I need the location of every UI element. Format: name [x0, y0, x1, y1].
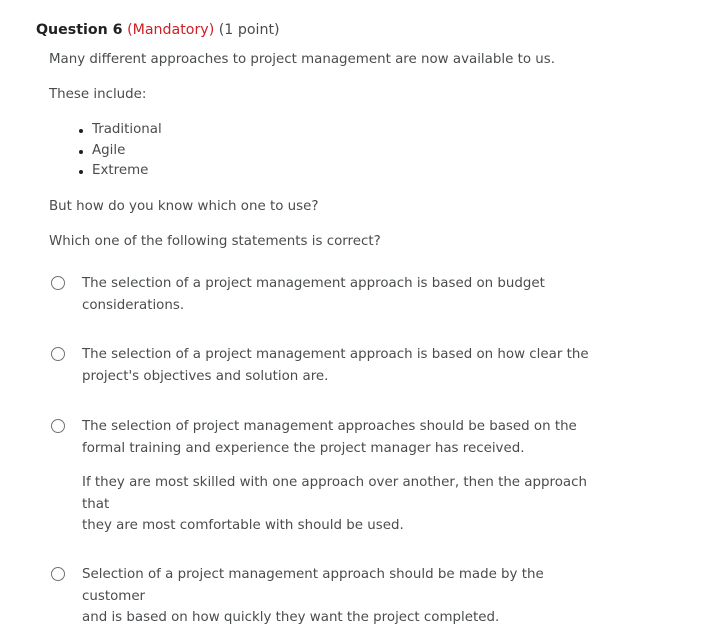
how-to-know-text: But how do you know which one to use?	[49, 199, 319, 214]
list-item: Extreme	[76, 161, 162, 182]
option-3-line-3: If they are most skilled with one approach over another, then the approach that	[82, 475, 587, 512]
radio-button-option-3[interactable]	[51, 419, 65, 433]
option-1-line-1: The selection of a project management approach is based on budget	[82, 276, 545, 291]
question-title: Question 6	[36, 22, 123, 38]
question-header	[36, 20, 280, 40]
option-3-text	[82, 416, 602, 537]
points-label: (1 point)	[218, 22, 280, 38]
option-1-text	[82, 273, 602, 316]
option-4-text	[82, 564, 602, 629]
radio-button-option-2[interactable]	[51, 347, 65, 361]
option-2-text	[82, 344, 602, 387]
question-prompt: Which one of the following statements is correct?	[49, 234, 381, 249]
list-item: Agile	[76, 141, 162, 162]
radio-button-option-4[interactable]	[51, 567, 65, 581]
these-include-text: These include:	[49, 87, 147, 102]
option-3-line-1: The selection of project management approaches should be based on the	[82, 419, 577, 434]
approaches-list	[76, 120, 162, 182]
option-2-line-2: project's objectives and solution are.	[82, 368, 329, 384]
option-4-line-2: and is based on how quickly they want the project completed.	[82, 610, 500, 625]
option-4-line-1: Selection of a project management approach should be made by the customer	[82, 567, 544, 604]
intro-text: Many different approaches to project management are now available to us.	[49, 52, 555, 67]
option-1-line-2: considerations.	[82, 297, 185, 313]
mandatory-label: (Mandatory)	[127, 22, 215, 38]
option-2-line-1: The selection of a project management approach is based on how clear the	[82, 347, 589, 362]
option-3-line-2: formal training and experience the project manager has received.	[82, 440, 525, 456]
list-item: Traditional	[76, 120, 162, 141]
option-3-line-4: they are most comfortable with should be used.	[82, 518, 404, 533]
radio-button-option-1[interactable]	[51, 276, 65, 290]
